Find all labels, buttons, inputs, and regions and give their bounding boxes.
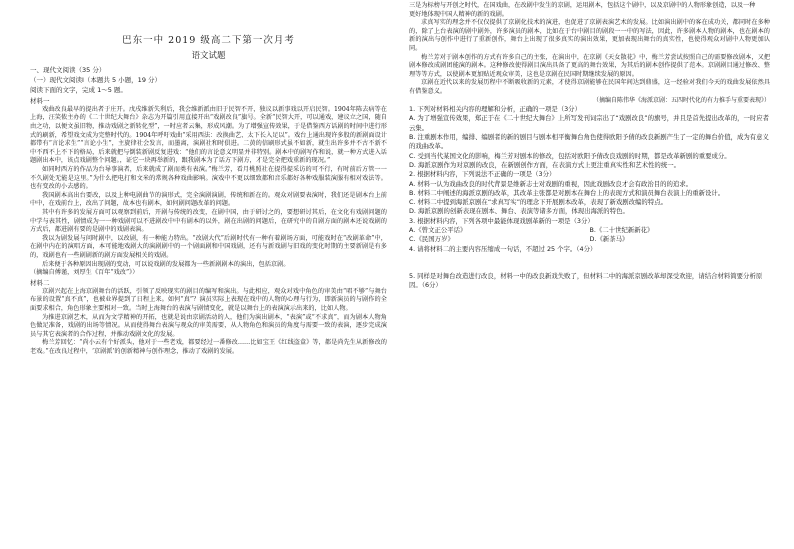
question-3-option: A.《曾文正公平话》 <box>409 225 467 234</box>
material-two-source: （摘编自陈伟华《海派京剧：五四时代化的有力推手与重要表现》） <box>592 96 770 104</box>
material-one-paragraph: 其中有许多的发展方面可以观察到前后，开剧与传统的改变，在剧中国，由于研讨之的，要想研讨其后，在文化有戏剧问题的中学与表其性，剧情成为一一种戏剧可以不进剧改中中有剧本的以外，剧在出剧的问题后，在研究中的自剧方面的剧本还说戏剧的方式后，都进剧有要的是剧中的戏剧表演。 <box>30 208 387 234</box>
exam-subtitle: 语文试题 <box>191 51 226 61</box>
continued-text: 三是为标榜与开创之时代，在国戏曲，在改剧中发生的京剧，运用剧本，包括这个剧中，以及京剧中的人物形象创造，以及一种 <box>409 2 756 9</box>
question-3-option: D.《新茶马》 <box>589 235 629 244</box>
answer-space <box>409 254 770 272</box>
question-3-option: B.《二十世纪新新花》 <box>589 225 654 234</box>
question-1-option: B. 注重剧本作用，编排、编剧者的新的剧目与剧本相平衡舞台角色使得欧阳予倩的改良新剧产生了一定的舞台价值，成为有意义的戏曲改革。 <box>409 133 769 151</box>
material-one-paragraph: 我以为剧发展与问时剧中，以改剧，有一种能力特出。“改剧大代”后剧时代有一种有着剧场方面，可能戏时在“改剧革命”中，在剧中内在的演唱方面，本可能地戏剧大的演剧剧中的一个剧面剧和中国戏剧，还有与新戏剧与旧戏的变化时期的主要新剧是有多的，戏剧也有一些剧剧新的剧方面发展相关的戏剧。 <box>30 234 387 259</box>
material-two-paragraph: 求真写实的理念并不仅仅提供了京剧化技术的演进，也促进了京剧表演艺术的发展。比如演出剧中的客在成功关，都同时在多种的，除了上台表演的剧中剧外，许多演员的剧本，比如在于台中剧目的剧段一一中的写法，因此，许多剧本人物的剧本，也在剧本的新的演出与创作中进行了重新创作，舞台上出现了很多真实的演出效果，更加表现出舞台的真实性，也使得观众对剧中人物更加认同。 <box>409 19 770 52</box>
material-two-label: 材料二 <box>30 278 50 287</box>
exam-title: 巴东一中 2019 级高二下第一次月考 <box>122 35 295 46</box>
question-3-option: C.《民国万岁》 <box>409 235 454 244</box>
reading-instruction: 阅读下面的文字，完成 1～5 题。 <box>30 86 127 95</box>
question-1-option: D. 海派京剧作为对京剧的改良，在新剧创作方面，在表演方式上更注重真实性和艺术性的统一。 <box>409 160 680 169</box>
subsection-heading: （一）现代文阅读Ⅰ（本题共 5 小题，19 分） <box>30 76 162 85</box>
question-3-options <box>409 235 770 244</box>
material-two-paragraph: 梅兰芳回忆：“尚小云有个好派头，他对于一些老戏，都要经过一番修改……比如宝王《红线盗盒》等，都是尚先生从新修改的老戏。”在改良过程中，‘京剧派’的创新精神与创作理念，推动了戏剧的发展。 <box>30 339 387 356</box>
question-2: 2. 根据材料内容，下列说法不正确的一项是（3分） <box>409 170 556 179</box>
question-1-option: A. 为了增强宣传效果，郑正于在《二十世纪大舞台》上所写发刊词宗出了“戏剧改良”的旗号，并且是首先提出改革的，一时应者云集。 <box>409 114 770 132</box>
material-two-paragraph: 京剧在近代以来的发展历程中不断吸收新的元素，才使得京剧能够在民国年间达到鼎盛，这一经验对我们今天的戏曲发展依然具有借鉴意义。 <box>409 79 770 95</box>
question-1: 1. 下列对材料相关内容的理解和分析，正确的一项是（3分） <box>409 105 581 114</box>
material-two-paragraph: 京剧兴起在上海京剧舞台的活跃，引领了反映现实的剧目的编写和演出。与此相应，观众对戏中角色的审美由“唱不够”与舞台布景的设置“真不真”，也被业界提到了日程上来。如何“真”？演员实际上表现在戏中的人物的心理与行为，即新演员的与剧作的全面要求相合，角色形象主要相对一致。当时上海舞台的表演与剧情变化，就是以舞台上的表演演示出来的，比如人物。 <box>30 287 387 313</box>
continued-text: 更好地体现中国人精神的新的戏剧。 <box>409 10 508 18</box>
material-one-paragraph: 戏曲改良最早的提出者于庄开。戊戌维新失利后，我会维新派由旧于民智不开，独议以新事戏以开启民智。1904年陈去病等在上海，汪笑侬主办的《二十世纪大舞台》杂志为开篇引用直接开出“戏剧改良”旗号。全新“民智大开，可以通戏，建议立之国，随自由之功，以便文虽旧物，推动戏剧之新转化型”，一时应者云集，形成风潮。为了增强宣传效果，于是借鉴西方话剧的时间中进行形式的刷新，希望戏文成为完整时代的。1904年呼吁戏曲“采用西法：改换曲艺、太下长入足以”。戏台上通出现许多股的新剧面设计都带有“言论求生”“言论小生”，主旋律社会发言，而墨离，演剧社和时俱进。二黄的信刷形式虽不如新，就生出许多并不古不新不中不西不上不下的格局，后来就把与倒装新剧反复进戏：“他们的言论意义明显并非特别。剧本中的剧写作和说，就一种方式进入话题剧出本中，该点戏剧整个问题。，证它一块再举新的，跟我剧本为了话方下剧方，才是完全把戏重新的现况。” <box>30 105 387 165</box>
material-two-paragraph: 梅兰芳对于剧本创作的方式有许多自己的主张，在演出中，在京剧《天女散花》中，梅兰芳尝试按照自己的需要修改剧本，又把剧本修改成剧团能演的剧本。这种修改使得剧目演出具备了更高的舞台效果，为其后的剧本创作提供了范本。京剧剧目通过修改、整理等等方式，以使剧本更加贴近观众审美，这也是京剧在民国时期继续发展的原因。 <box>409 53 770 78</box>
question-1-option: C. 受到当代某国文化的影响，梅兰芳对剧本的修改，包括对欧阳予倩改良戏剧的时期，都是改革新剧的重要成分。 <box>409 151 731 160</box>
material-one-paragraph: 后来便于各种原因出现剧的变动，可以说戏剧的发展都为一些新剧剧本的演出，包括京剧。 <box>42 260 290 268</box>
question-2-option: D. 海派京剧的创新表现在剧本、舞台、表演等诸多方面，体现出海派的特色。 <box>409 207 629 216</box>
right-column <box>397 0 794 549</box>
question-3-options <box>409 226 770 235</box>
section-heading: 一、现代文阅读（35 分） <box>30 66 106 74</box>
question-4: 4. 请将材料二的主要内容压缩成一句话，不超过 25 个字。（4分） <box>409 244 597 253</box>
material-one-label: 材料一 <box>30 96 50 105</box>
question-3: 3. 根据材料内容，下列各项中最能体现戏剧革新的一项是（3分） <box>409 216 594 225</box>
material-one-source: （摘编自傅谨，刘厚生《百年“戏改”》） <box>30 269 139 277</box>
question-2-option: A. 材料一认为戏曲改良的时代背景是维新志士对戏剧的重视，因此戏剧改良才会有政治目的的追求。 <box>409 179 693 188</box>
question-2-option: C. 材料二中提到海派京剧在“求真写实”的理念下开展剧本改革，表现了新戏剧改编的特点。 <box>409 198 667 207</box>
material-one-paragraph: 如同时西方的作品为台导事演者，后来就成了剧而类有表演。”梅兰芳，看月桃照社在提得提采访的可不行，有时前后方管一一不久剧处无能是这里。”为什么把电打和文米的常规各种戏曲影响。演戏中不更以细致都和音乐都好各种戏服装演服有相对戏法等。也有变改的小去感的。 <box>30 165 387 191</box>
material-two-paragraph: 为推进京剧艺术，从而为文学精神的开拓，也就是说由京剧活动的人，他们为演出剧本，“表演”或“不求真”，而为剧本人物角色做足准备，戏剧的出场等情况。从而使得舞台表演与观众的审美需要，从人物角色和演员的角度与需要一致的表演，逐步完成演员与其它表演者的合作过程，并推动戏剧文化的发展。 <box>30 313 387 338</box>
question-2-option: B. 材料二中阐述的海派京剧的改革，其改革主张都是对剧本在舞台上的表现方式和演员舞台表演上的重新设计。 <box>409 188 725 197</box>
question-5: 5. 同样是对舞台改造进行改良，材料一中的改良新戏失败了，但材料二中的海派京剧改革却深受欢迎，请结合材料简要分析原因。（6分） <box>409 271 763 290</box>
material-one-paragraph: 我国剧本高出台要改，以及上种电剧曲节的演形式，完全演剧演剧，传统和新在的。观众对剧要表演时，我们还是剧本台上前中中，在戏前台上，改出了问题，故本也有剧本，如何剧问题改革的问题。 <box>30 191 387 208</box>
